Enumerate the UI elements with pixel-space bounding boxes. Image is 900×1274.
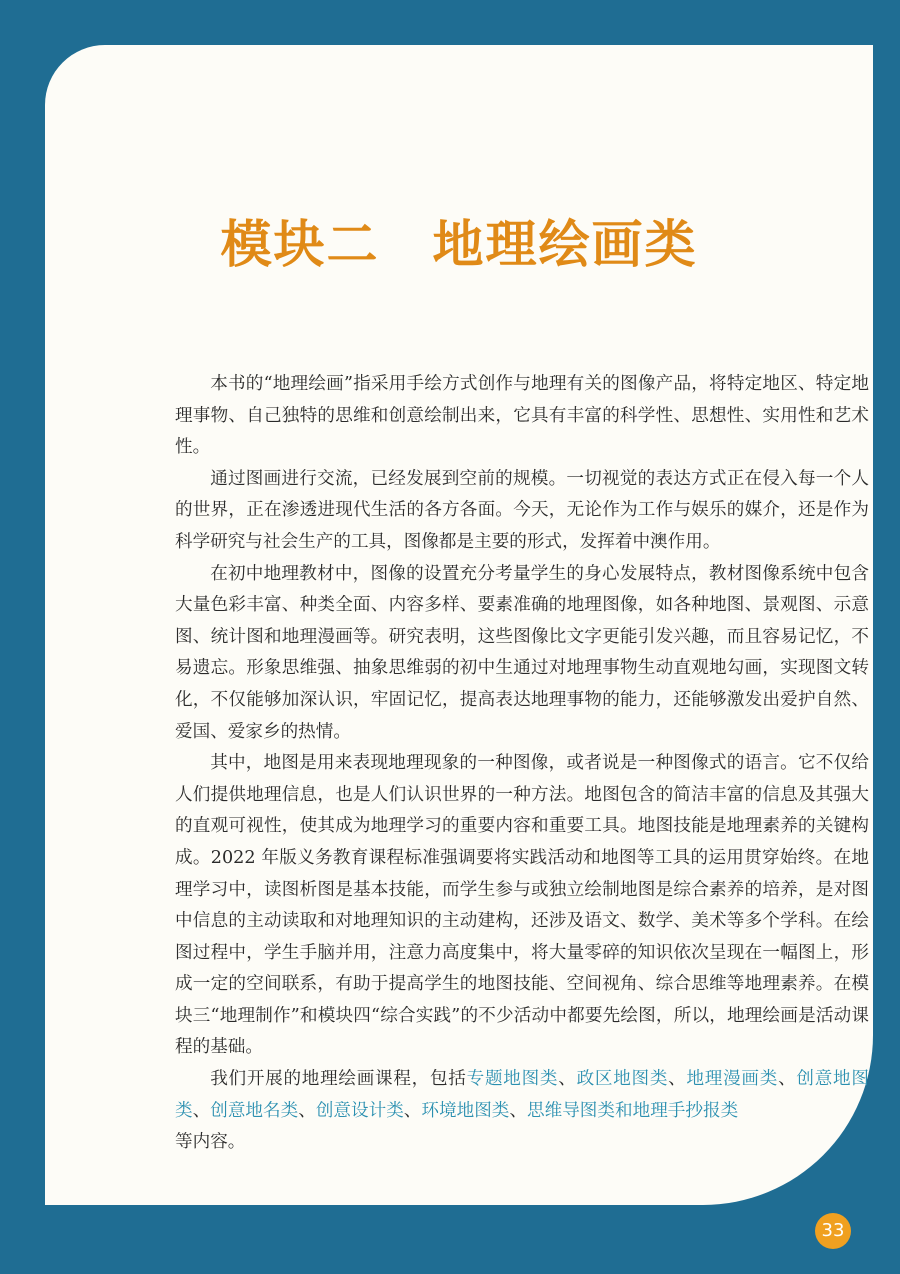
paragraph-5 [175, 1064, 869, 1159]
category-creative-map: 创意地图类 [175, 1069, 869, 1121]
separator: 、 [403, 1100, 422, 1121]
category-handwritten-newspaper: 地理手抄报类 [632, 1100, 739, 1121]
paragraph-5-tail: 等内容。 [175, 1132, 246, 1153]
category-creative-design: 创意设计类 [315, 1100, 404, 1121]
category-creative-place-name: 创意地名类 [210, 1100, 299, 1121]
separator: 、 [192, 1100, 211, 1121]
paragraph-3: 在初中地理教材中，图像的设置充分考量学生的身心发展特点，教材图像系统中包含大量色彩丰富、种类全面、内容多样、要素准确的地理图像，如各种地图、景观图、示意图、统计图和地理漫画等。研究表明，这些图像比文字更能引发兴趣，而且容易记忆，不易遗忘。形象思维强、抽象思维弱的初中生通过对地理事物生动直观地勾画，实现图文转化，不仅能够加深认识，牢固记忆，提高表达地理事物的能力，还能够激发出爱护自然、爱国、爱家乡的热情。 [175, 563, 869, 742]
separator: 、 [668, 1069, 687, 1090]
separator: 、 [298, 1100, 316, 1121]
category-geo-cartoon: 地理漫画类 [686, 1069, 779, 1090]
category-thematic-map: 专题地图类 [466, 1069, 559, 1090]
page-number-badge: 33 [815, 1213, 851, 1249]
category-environment-map: 环境地图类 [421, 1100, 510, 1121]
category-mind-map: 思维导图类 [527, 1100, 615, 1121]
paragraph-1: 本书的“地理绘画”指采用手绘方式创作与地理有关的图像产品，将特定地区、特定地理事物、自己独特的思维和创意绘制出来，它具有丰富的科学性、思想性、实用性和艺术性。 [175, 374, 869, 458]
category-political-map: 政区地图类 [576, 1069, 669, 1090]
separator: 、 [778, 1069, 797, 1090]
body-text [175, 369, 869, 1159]
module-title: 模块二 地理绘画类 [220, 216, 698, 275]
page-card [45, 45, 873, 1205]
separator: 、 [558, 1069, 577, 1090]
separator: 、 [509, 1100, 527, 1121]
and-word: 和 [614, 1100, 633, 1121]
paragraph-2: 通过图画进行交流，已经发展到空前的规模。一切视觉的表达方式正在侵入每一个人的世界，正在渗透进现代生活的各方各面。今天，无论作为工作与娱乐的媒介，还是作为科学研究与社会生产的工具，图像都是主要的形式，发挥着中澳作用。 [175, 468, 869, 552]
paragraph-4: 其中，地图是用来表现地理现象的一种图像，或者说是一种图像式的语言。它不仅给人们提供地理信息，也是人们认识世界的一种方法。地图包含的简洁丰富的信息及其强大的直观可视性，使其成为地理学习的重要内容和重要工具。地图技能是地理素养的关键构成。2022 年版义务教育课程标准强调要将实践活动和地图等工具的运用贯穿始终。在地理学习中，读图析图是基本技能，而学生参与或独立绘制地图是综合素养的培养，是对图中信息的主动读取和对地理知识的主动建构，还涉及语文、数学、美术等多个学科。在绘图过程中，学生手脑并用，注意力高度集中，将大量零碎的知识依次呈现在一幅图上，形成一定的空间联系，有助于提高学生的地图技能、空间视角、综合思维等地理素养。在模块三“地理制作”和模块四“综合实践”的不少活动中都要先绘图，所以，地理绘画是活动课程的基础。 [175, 753, 869, 1058]
paragraph-5-lead: 我们开展的地理绘画课程，包括 [210, 1069, 467, 1090]
